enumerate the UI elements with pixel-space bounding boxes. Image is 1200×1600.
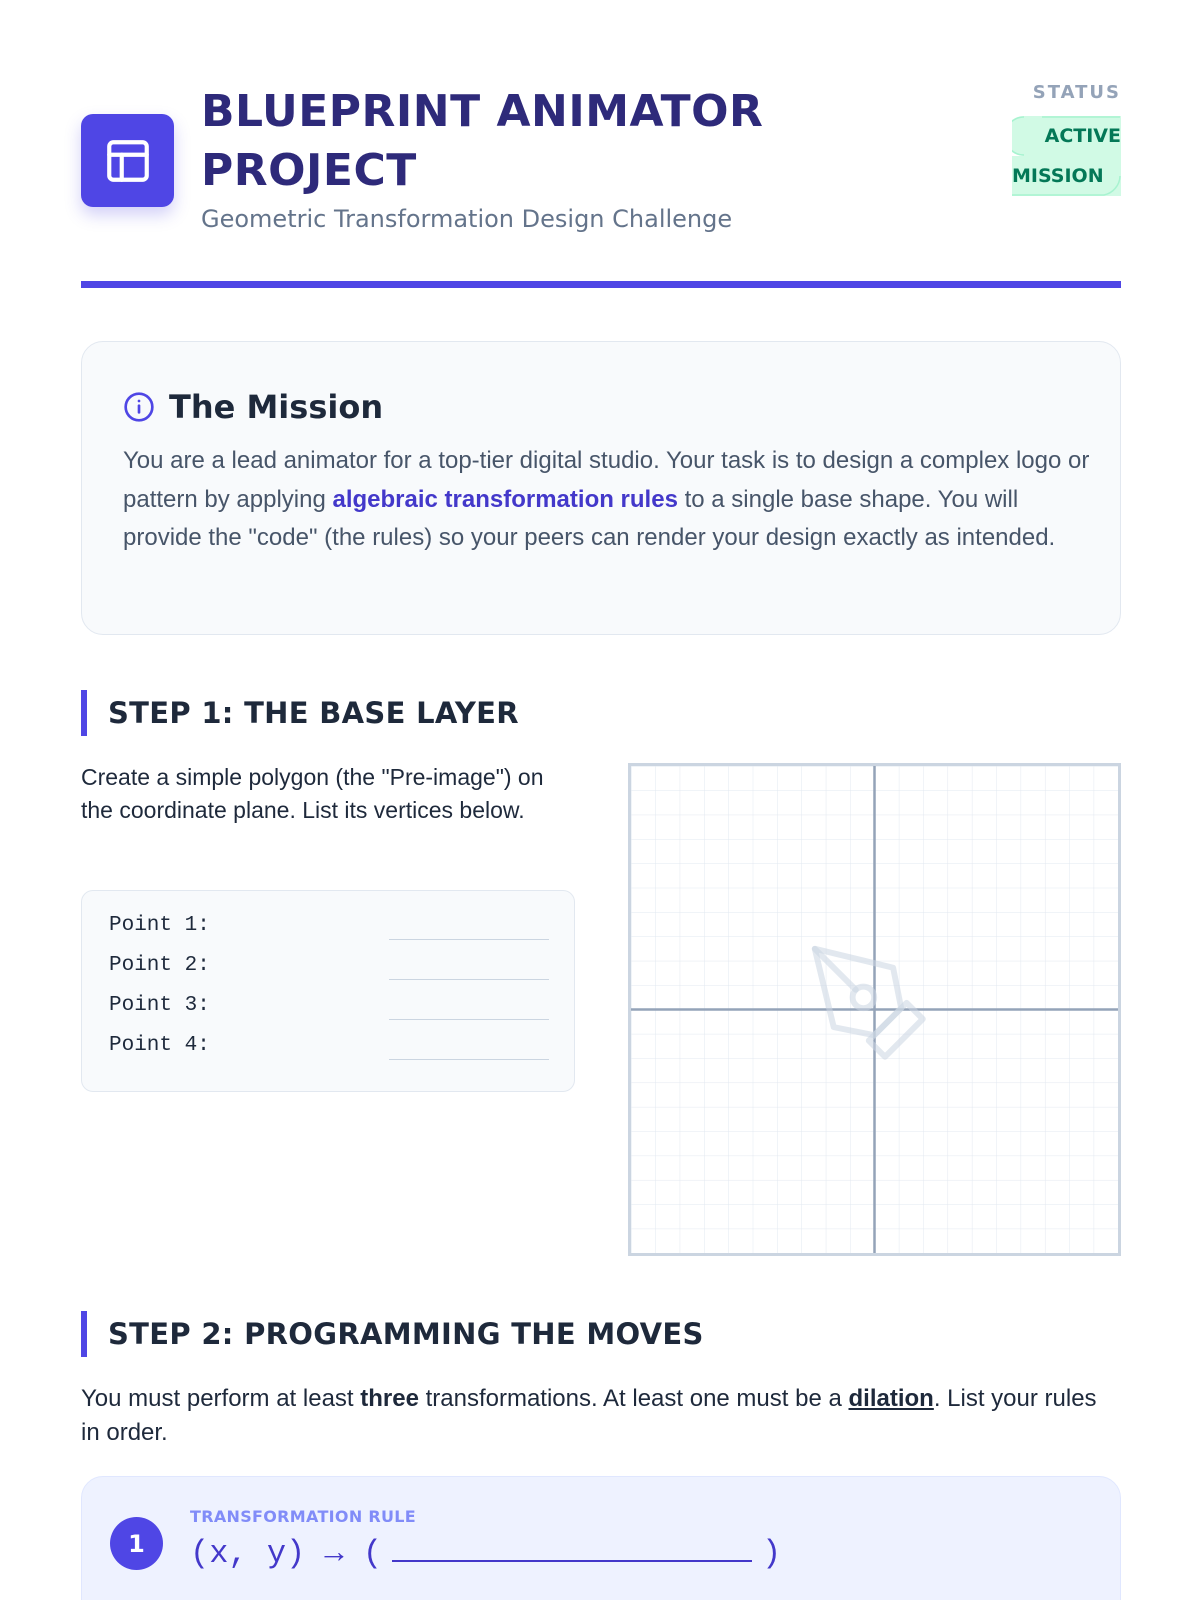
vertex-answer-line[interactable]: [389, 1019, 549, 1020]
page-title-line-1: BLUEPRINT ANIMATOR: [201, 86, 764, 137]
mission-card: [81, 341, 1121, 635]
rule-label: TRANSFORMATION RULE: [190, 1507, 417, 1526]
vertex-row: [109, 907, 549, 947]
step1-heading-bar: [81, 690, 87, 736]
mission-text-part-1: You are a lead animator for a top-tier digital studio. Your task is to design a complex logo or pattern by applying: [123, 447, 1090, 513]
rule-expression-end: ): [762, 1535, 782, 1572]
status-badge-line-2: MISSION: [1012, 165, 1104, 187]
rule-answer-blank[interactable]: [392, 1538, 752, 1562]
coordinate-plane[interactable]: [628, 763, 1121, 1256]
rule-expression-start: (x, y) → (: [190, 1535, 383, 1572]
step2-desc-underline: dilation: [848, 1385, 934, 1412]
vertex-answer-line[interactable]: [389, 979, 549, 980]
page-subtitle: Geometric Transformation Design Challenge: [201, 205, 733, 233]
status-label: STATUS: [1032, 82, 1121, 103]
vertex-row: [109, 947, 549, 987]
vertex-answer-line[interactable]: [389, 1059, 549, 1060]
coordinate-grid: [631, 766, 1118, 1253]
transformation-rule-card: [81, 1476, 1121, 1600]
step2-description: [81, 1382, 1121, 1450]
mission-heading: [123, 388, 383, 426]
vertices-card: [81, 890, 575, 1092]
vertex-label: Point 2:: [109, 954, 210, 977]
step2-heading-bar: [81, 1311, 87, 1357]
step2-heading: [81, 1311, 704, 1357]
vertex-answer-line[interactable]: [389, 939, 549, 940]
vertex-row: [109, 1027, 549, 1067]
vertex-label: Point 1:: [109, 914, 210, 937]
step2-desc-part-2: transformations. At least one must be a: [418, 1385, 849, 1412]
vertex-row: [109, 987, 549, 1027]
vertex-label: Point 4:: [109, 1034, 210, 1057]
rule-expression: [190, 1535, 781, 1572]
mission-text: [123, 442, 1093, 558]
info-icon: [123, 391, 155, 423]
step1-heading-text: STEP 1: THE BASE LAYER: [108, 696, 519, 730]
project-logo: [81, 114, 174, 207]
status-badge: [1012, 116, 1121, 196]
rule-number-badge: 1: [110, 1517, 163, 1570]
step2-heading-text: STEP 2: PROGRAMMING THE MOVES: [108, 1317, 704, 1351]
page-title: [201, 82, 901, 200]
step1-description: Create a simple polygon (the "Pre-image") on the coordinate plane. List its vertices below.: [81, 764, 544, 823]
mission-title: The Mission: [169, 388, 384, 426]
page-title-line-2: PROJECT: [201, 145, 417, 196]
step2-desc-part-1: You must perform at least: [81, 1385, 361, 1412]
mission-highlight: algebraic transformation rules: [332, 485, 678, 513]
layout-icon: [103, 136, 153, 186]
status-badge-line-1: ACTIVE: [1044, 125, 1121, 147]
step1-heading: [81, 690, 519, 736]
step2-desc-part-3: . List your rules in order.: [81, 1385, 1097, 1446]
header-divider: [81, 281, 1121, 288]
mission-text-part-2: to a single base shape. You will provide the "code" (the rules) so your peers can render your design exactly as intended.: [123, 485, 1056, 551]
vertex-label: Point 3:: [109, 994, 210, 1017]
step2-desc-bold: three: [360, 1385, 419, 1412]
